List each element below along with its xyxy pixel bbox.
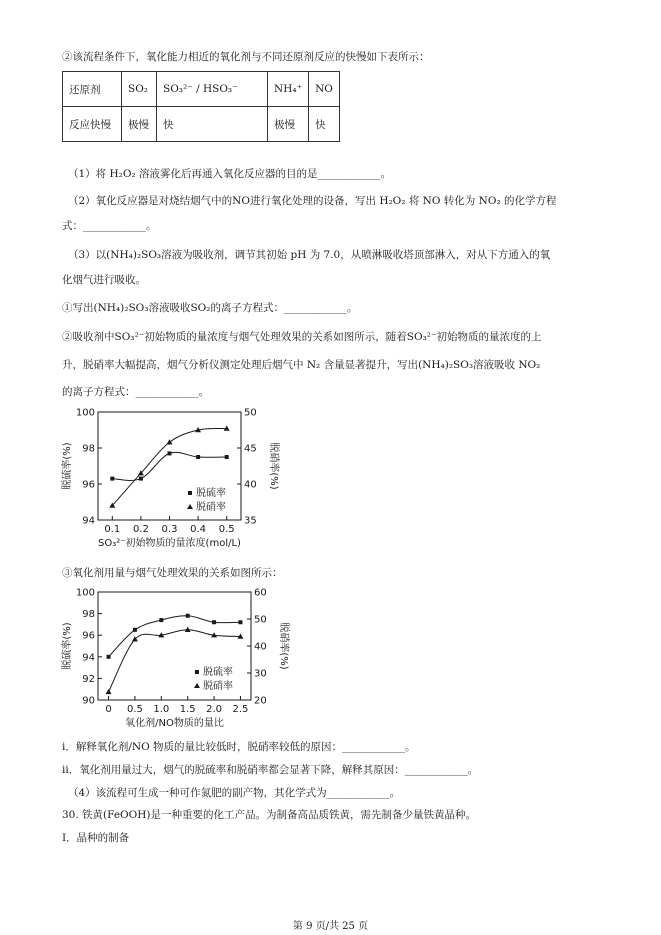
y-right-tick-label: 30	[254, 668, 267, 680]
x-tick-label: 0.1	[104, 524, 121, 535]
question-3-part2-line3: 的离子方程式：____________。	[62, 386, 209, 398]
legend-marker-triangle	[194, 683, 200, 688]
table-cell: SO₃²⁻ / HSO₃⁻	[157, 72, 268, 107]
question-3-line1: （3）以(NH₄)₂SO₃溶液为吸收剂，调节其初始 pH 为 7.0，从喷淋吸收塔顶部淋入，对从下方通入的氧	[68, 249, 551, 261]
data-point-square	[107, 655, 111, 659]
table-cell: 快	[157, 107, 268, 142]
table-cell: SO₂	[122, 72, 157, 107]
x-tick-label: 1.5	[179, 704, 196, 715]
y-left-tick-label: 96	[82, 479, 95, 491]
y-left-axis-label: 脱硫率(%)	[62, 622, 73, 670]
table-cell: 极慢	[268, 107, 309, 142]
table-cell: 还原剂	[63, 72, 122, 107]
y-left-tick-label: 98	[82, 609, 95, 621]
question-3-part1: ①写出(NH₄)₂SO₃溶液吸收SO₂的离子方程式：____________。	[62, 302, 358, 314]
data-point-square	[196, 455, 200, 459]
x-tick-label: 0.4	[190, 524, 207, 535]
table-row	[63, 107, 340, 142]
legend-marker-square	[195, 670, 199, 674]
question-i: i．解释氧化剂/NO 物质的量比较低时，脱硝率较低的原因：____________。	[62, 741, 416, 753]
question-1: （1）将 H₂O₂ 溶液雾化后再通入氧化反应器的目的是____________。	[68, 168, 392, 180]
y-left-tick-label: 94	[82, 652, 95, 664]
y-right-tick-label: 50	[254, 614, 267, 626]
x-tick-label: 1.0	[153, 704, 170, 715]
table-cell: NO	[309, 72, 340, 107]
table-cell: 快	[309, 107, 340, 142]
data-point-square	[159, 618, 163, 622]
question-2-line1: （2）氧化反应器是对烧结烟气中的NO进行氧化处理的设备，写出 H₂O₂ 将 NO 转化为 NO₂ 的化学方程	[68, 195, 557, 207]
x-tick-label: 0.2	[132, 524, 149, 535]
y-right-tick-label: 50	[244, 407, 257, 419]
y-right-tick-label: 35	[244, 515, 257, 527]
data-point-square	[238, 620, 242, 624]
x-tick-label: 0.3	[161, 524, 178, 535]
chart-so3-concentration	[60, 400, 300, 558]
question-ii: ii．氧化剂用量过大，烟气的脱硫率和脱硝率都会显著下降，解释其原因：____________。	[62, 764, 479, 776]
intro-text: ②该流程条件下，氧化能力相近的氧化剂与不同还原剂反应的快慢如下表所示：	[62, 51, 430, 63]
y-left-tick-label: 90	[82, 695, 95, 707]
x-tick-label: 2.5	[232, 704, 249, 715]
question-3-part2-line1: ②吸收剂中SO₃²⁻初始物质的量浓度与烟气处理效果的关系如图所示，随着SO₃²⁻初始物质的量浓度的上	[62, 331, 542, 343]
legend-label: 脱硝率	[203, 681, 233, 692]
x-tick-label: 0	[105, 704, 112, 715]
data-point-square	[133, 628, 137, 632]
page-number: 第 9 页/共 25 页	[292, 921, 369, 932]
table-cell: NH₄⁺	[268, 72, 309, 107]
question-4: （4）该流程可生成一种可作氮肥的副产物，其化学式为____________。	[68, 787, 401, 799]
data-point-square	[225, 455, 229, 459]
data-point-square	[212, 620, 216, 624]
x-tick-label: 0.5	[218, 524, 235, 535]
question-3-line2: 化烟气进行吸收。	[62, 274, 146, 286]
x-tick-label: 2.0	[206, 704, 223, 715]
legend-label: 脱硫率	[203, 667, 233, 678]
series-line-desulfurization	[112, 452, 226, 480]
question-3-part3: ③氧化剂用量与烟气处理效果的关系如图所示：	[62, 567, 283, 579]
x-axis-label: SO₃²⁻初始物质的量浓度(mol/L)	[98, 538, 241, 549]
y-right-axis-label: 脱硝率(%)	[268, 442, 279, 490]
y-left-tick-label: 96	[82, 630, 95, 642]
y-right-tick-label: 45	[244, 443, 257, 455]
y-left-tick-label: 100	[75, 407, 95, 419]
data-point-square	[186, 614, 190, 618]
legend-marker-triangle	[187, 504, 193, 509]
y-right-tick-label: 40	[254, 641, 267, 653]
question-3-part2-line2: 升，脱硝率大幅提高，烟气分析仪测定处理后烟气中 N₂ 含量显著提升，写出(NH₄)₂SO₃溶液吸收 NO₂	[62, 359, 541, 371]
data-point-triangle	[106, 689, 112, 694]
table-row	[63, 72, 340, 107]
x-axis-label: 氧化剂/NO物质的量比	[125, 718, 224, 729]
data-point-square	[110, 477, 114, 481]
y-left-tick-label: 94	[82, 515, 95, 527]
y-left-tick-label: 100	[75, 587, 95, 599]
reaction-speed-table	[62, 71, 340, 142]
x-tick-label: 0.5	[126, 704, 143, 715]
y-left-axis-label: 脱硫率(%)	[62, 442, 73, 490]
y-right-tick-label: 40	[244, 479, 257, 491]
table-cell: 反应快慢	[63, 107, 122, 142]
data-point-triangle	[167, 439, 173, 444]
question-30: 30. 铁黄(FeOOH)是一种重要的化工产品。为制备高品质铁黄，需先制备少量铁黄晶种。	[62, 809, 477, 821]
legend-marker-square	[188, 491, 192, 495]
legend-label: 脱硫率	[196, 488, 226, 499]
question-2-line2: 式：____________。	[62, 220, 157, 232]
data-point-square	[139, 477, 143, 481]
section-i-heading: I．晶种的制备	[62, 832, 130, 844]
y-left-tick-label: 98	[82, 443, 95, 455]
y-right-tick-label: 20	[254, 695, 267, 707]
chart-oxidant-ratio	[60, 580, 300, 730]
table-cell: 极慢	[122, 107, 157, 142]
data-point-square	[168, 451, 172, 455]
y-left-tick-label: 92	[82, 673, 95, 685]
y-right-axis-label: 脱硝率(%)	[278, 622, 289, 670]
y-right-tick-label: 60	[254, 587, 267, 599]
legend-label: 脱硝率	[196, 502, 226, 513]
